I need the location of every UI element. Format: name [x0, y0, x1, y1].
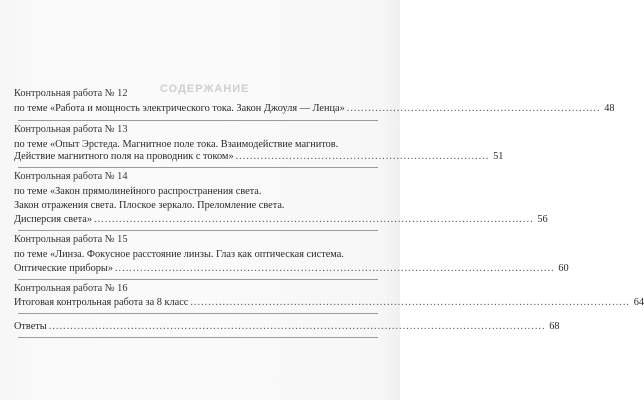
divider [18, 337, 378, 338]
toc-entry-title: Контрольная работа № 13 [14, 124, 128, 135]
toc-entry-line [14, 249, 384, 263]
leader-dots: ....................................................................... [235, 151, 490, 162]
page-number: 48 [604, 103, 615, 114]
ghost-heading: СОДЕРЖАНИЕ [160, 83, 250, 95]
page-number: 56 [537, 214, 548, 225]
leader-dots: ........................................................................................................................................... [48, 321, 546, 332]
toc-entry-title: Контрольная работа № 12 [14, 88, 128, 99]
divider [18, 230, 378, 231]
toc-entry-text: Действие магнитного поля на проводник с током» [14, 151, 234, 162]
page-number: 51 [493, 151, 504, 162]
leader-dots: ....................................................................... [346, 103, 601, 114]
toc-entry-text: по теме «Закон прямолинейного распространения света. [14, 186, 262, 197]
toc-entry-title: Контрольная работа № 16 [14, 283, 128, 294]
page-number: 60 [558, 263, 569, 274]
divider [18, 120, 378, 121]
toc-entry-text: по теме «Опыт Эрстеда. Магнитное поле тока. Взаимодействие магнитов. [14, 139, 339, 150]
divider [18, 313, 378, 314]
toc-entry-title: Контрольная работа № 14 [14, 171, 128, 182]
toc-entry-text: по теме «Линза. Фокусное расстояние линзы. Глаз как оптическая система. [14, 249, 344, 260]
toc-entry-text: по теме «Работа и мощность электрического тока. Закон Джоуля — Ленца» [14, 103, 345, 114]
divider [18, 167, 378, 168]
toc-entry-text: Оптические приборы» [14, 263, 113, 274]
toc-entry-line [14, 263, 569, 277]
toc-entry-line [14, 214, 548, 228]
toc-entry-line [14, 103, 615, 117]
leader-dots: ........................................................................................................................... [190, 297, 630, 308]
divider [18, 279, 378, 280]
toc-entry-text: Дисперсия света» [14, 214, 93, 225]
leader-dots: ........................................................................................................................... [94, 214, 534, 225]
toc-entry-line [14, 297, 644, 311]
page-number: 68 [549, 321, 560, 332]
toc-entry-line [14, 151, 504, 165]
toc-entry-line [14, 186, 384, 200]
toc-entry-text: Итоговая контрольная работа за 8 класс [14, 297, 189, 308]
toc-entry-text: Закон отражения света. Плоское зеркало. Преломление света. [14, 200, 285, 211]
toc-entry-text: Ответы [14, 321, 47, 332]
table-of-contents [14, 0, 644, 400]
toc-entry-line [14, 321, 560, 335]
toc-entry-title: Контрольная работа № 15 [14, 234, 128, 245]
toc-entry-line [14, 200, 384, 214]
page-number: 64 [633, 297, 644, 308]
leader-dots: ........................................................................................................................... [114, 263, 555, 274]
